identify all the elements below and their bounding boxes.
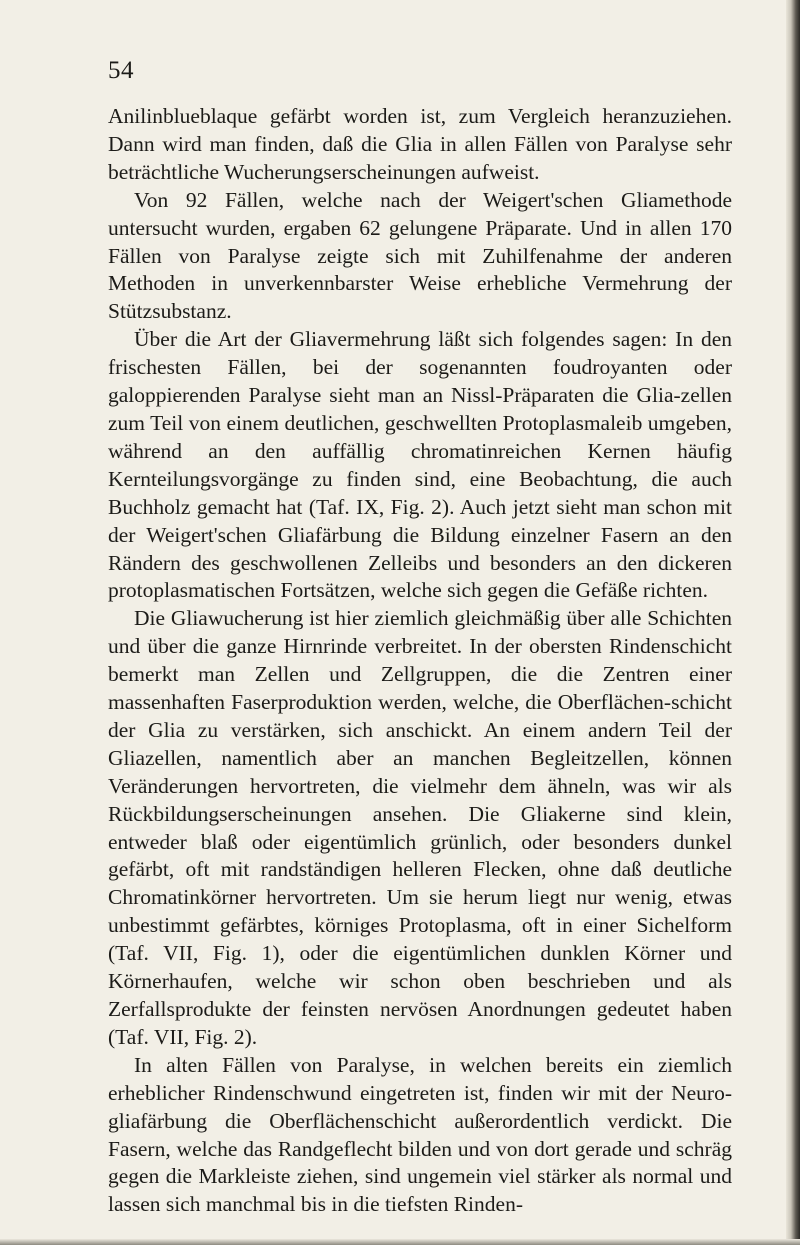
- page-edge-shadow: [786, 0, 800, 1245]
- page-bottom-edge: [0, 1239, 800, 1245]
- paragraph: In alten Fällen von Paralyse, in welchen bereits ein ziemlich erheblicher Rindenschwund eingetreten ist, finden wir mit der Neuro-gliafärbung die Oberflächenschicht außerordentlich verdickt. Die Fasern, welche das Randgeflecht bilden und von dort gerade und schräg gegen die Markleiste ziehen, sind ungemein viel stärker als normal und lassen sich manchmal bis in die tiefsten Rinden-: [108, 1052, 732, 1217]
- paragraph: Die Gliawucherung ist hier ziemlich gleichmäßig über alle Schichten und über die ganze Hirnrinde verbreitet. In der obersten Rindenschicht bemerkt man Zellen und Zellgruppen, die die Zentren einer massenhaften Faserproduktion werden, welche, die Oberflächen-schicht der Glia zu verstärken, sich anschickt. An einem andern Teil der Gliazellen, namentlich aber an manchen Begleitzellen, können Veränderungen hervortreten, die vielmehr dem ähneln, was wir als Rückbildungserscheinungen ansehen. Die Gliakerne sind klein, entweder blaß oder eigentümlich grünlich, oder besonders dunkel gefärbt, oft mit randständigen helleren Flecken, ohne daß deutliche Chromatinkörner hervortreten. Um sie herum liegt nur wenig, etwas unbestimmt gefärbtes, körniges Protoplasma, oft in einer Sichelform (Taf. VII, Fig. 1), oder die eigentümlichen dunklen Körner und Körnerhaufen, welche wir schon oben beschrieben und als Zerfallsprodukte der feinsten nervösen Anordnungen gedeutet haben (Taf. VII, Fig. 2).: [108, 606, 732, 1049]
- paragraph: Anilinblueblaque gefärbt worden ist, zum Vergleich heranzuziehen. Dann wird man finden, daß die Glia in allen Fällen von Paralyse sehr beträchtliche Wucherungserscheinungen aufweist.: [108, 104, 732, 184]
- paragraph: Von 92 Fällen, welche nach der Weigert'schen Gliamethode untersucht wurden, ergaben 62 gelungene Präparate. Und in allen 170 Fällen von Paralyse zeigte sich mit Zuhilfenahme der anderen Methoden in unverkennbarster Weise erhebliche Vermehrung der Stützsubstanz.: [108, 187, 732, 324]
- page-number: 54: [108, 57, 134, 84]
- paragraph: Über die Art der Gliavermehrung läßt sich folgendes sagen: In den frischesten Fällen, bei der sogenannten foudroyanten oder galoppierenden Paralyse sieht man an Nissl-Präparaten die Glia-zellen zum Teil von einem deutlichen, geschwellten Protoplasmaleib umgeben, während an den auffällig chromatinreichen Kernen häufig Kernteilungsvorgänge zu finden sind, eine Beobachtung, die auch Buchholz gemacht hat (Taf. IX, Fig. 2). Auch jetzt sieht man schon mit der Weigert'schen Gliafärbung die Bildung einzelner Fasern an den Rändern des geschwollenen Zelleibs und besonders an den dickeren protoplasmatischen Fortsätzen, welche sich gegen die Gefäße richten.: [108, 327, 732, 603]
- body-text: [108, 103, 732, 1219]
